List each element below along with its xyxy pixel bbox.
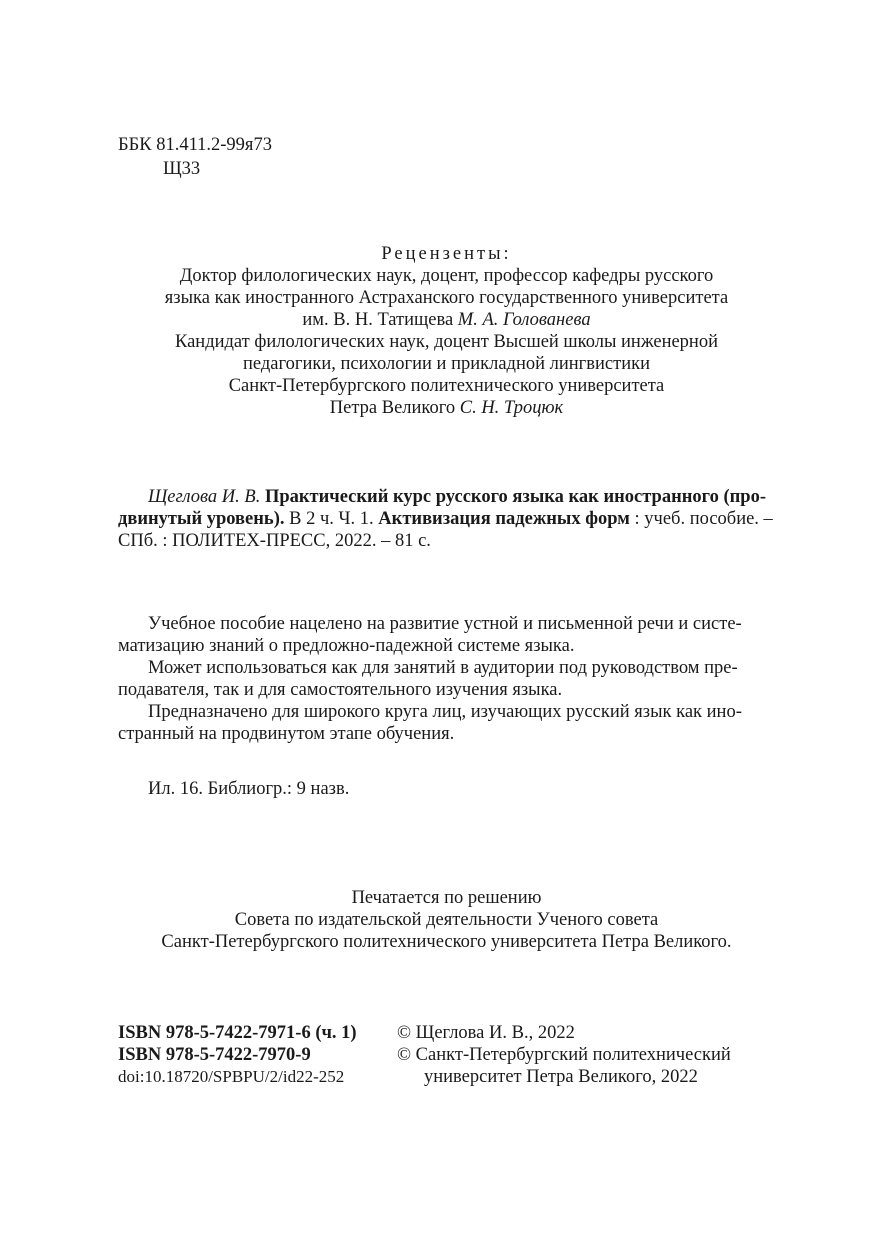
- book-title: Практический курс русского языка как иностранного (про-: [264, 487, 766, 507]
- reviewer-name: М. А. Голованева: [457, 310, 591, 330]
- isbn-set: ISBN 978-5-7422-7970-9: [118, 1045, 311, 1065]
- annotation-line: подавателя, так и для самостоятельного изучения языка.: [118, 680, 563, 700]
- reviewer-line: [100, 397, 793, 419]
- reviewers-block: [100, 243, 793, 419]
- decision-line: Печатается по решению: [351, 888, 542, 908]
- decision-line: Санкт-Петербургского политехнического университета Петра Великого.: [161, 932, 732, 952]
- book-volume: В 2 ч. Ч. 1.: [284, 509, 379, 529]
- reviewer-line: [100, 309, 793, 331]
- copyright-author: © Щеглова И. В., 2022: [397, 1023, 575, 1043]
- copyright-university-cont: университет Петра Великого, 2022: [424, 1067, 698, 1087]
- reviewer-line: педагогики, психологии и прикладной лингвистики: [243, 354, 650, 374]
- publication-decision: [80, 887, 813, 953]
- bbk-code: ББК 81.411.2-99я73: [118, 135, 272, 155]
- decision-line: Совета по издательской деятельности Ученого совета: [234, 910, 659, 930]
- reviewer-affiliation: Петра Великого: [329, 398, 460, 418]
- book-publisher: СПб. : ПОЛИТЕХ-ПРЕСС, 2022. – 81 с.: [118, 531, 431, 551]
- reviewer-line: Доктор филологических наук, доцент, профессор кафедры русского: [179, 266, 714, 286]
- reviewers-heading: Рецензенты:: [381, 244, 512, 264]
- reviewer-affiliation: им. В. Н. Татищева: [302, 310, 458, 330]
- annotation-line: странный на продвинутом этапе обучения.: [118, 724, 455, 744]
- book-author: Щеглова И. В.: [148, 487, 261, 507]
- copyright-university: © Санкт-Петербургский политехнический: [397, 1045, 731, 1065]
- annotation-line: Предназначено для широкого круга лиц, изучающих русский язык как ино-: [148, 702, 742, 722]
- book-title-cont: двинутый уровень).: [118, 509, 285, 529]
- book-type: : учеб. пособие. –: [629, 509, 773, 529]
- annotation: [118, 613, 774, 745]
- isbn-part1: ISBN 978-5-7422-7971-6 (ч. 1): [118, 1023, 357, 1043]
- reviewer-line: Кандидат филологических наук, доцент Высшей школы инженерной: [175, 332, 718, 352]
- author-mark: Щ33: [163, 159, 201, 179]
- annotation-line: Учебное пособие нацелено на развитие устной и письменной речи и систе-: [148, 614, 742, 634]
- isbn-block: [118, 1022, 818, 1088]
- book-subtitle: Активизация падежных форм: [378, 509, 630, 529]
- doi: doi:10.18720/SPBPU/2/id22-252: [118, 1067, 345, 1086]
- bibliographic-record: [118, 486, 774, 552]
- reviewer-line: языка как иностранного Астраханского государственного университета: [164, 288, 729, 308]
- annotation-line: Может использоваться как для занятий в аудитории под руководством пре-: [148, 658, 738, 678]
- illustrations-note: Ил. 16. Библиогр.: 9 назв.: [148, 779, 350, 799]
- annotation-line: матизацию знаний о предложно-падежной системе языка.: [118, 636, 575, 656]
- reviewer-name: С. Н. Троцюк: [459, 398, 564, 418]
- reviewer-line: Санкт-Петербургского политехнического университета: [228, 376, 665, 396]
